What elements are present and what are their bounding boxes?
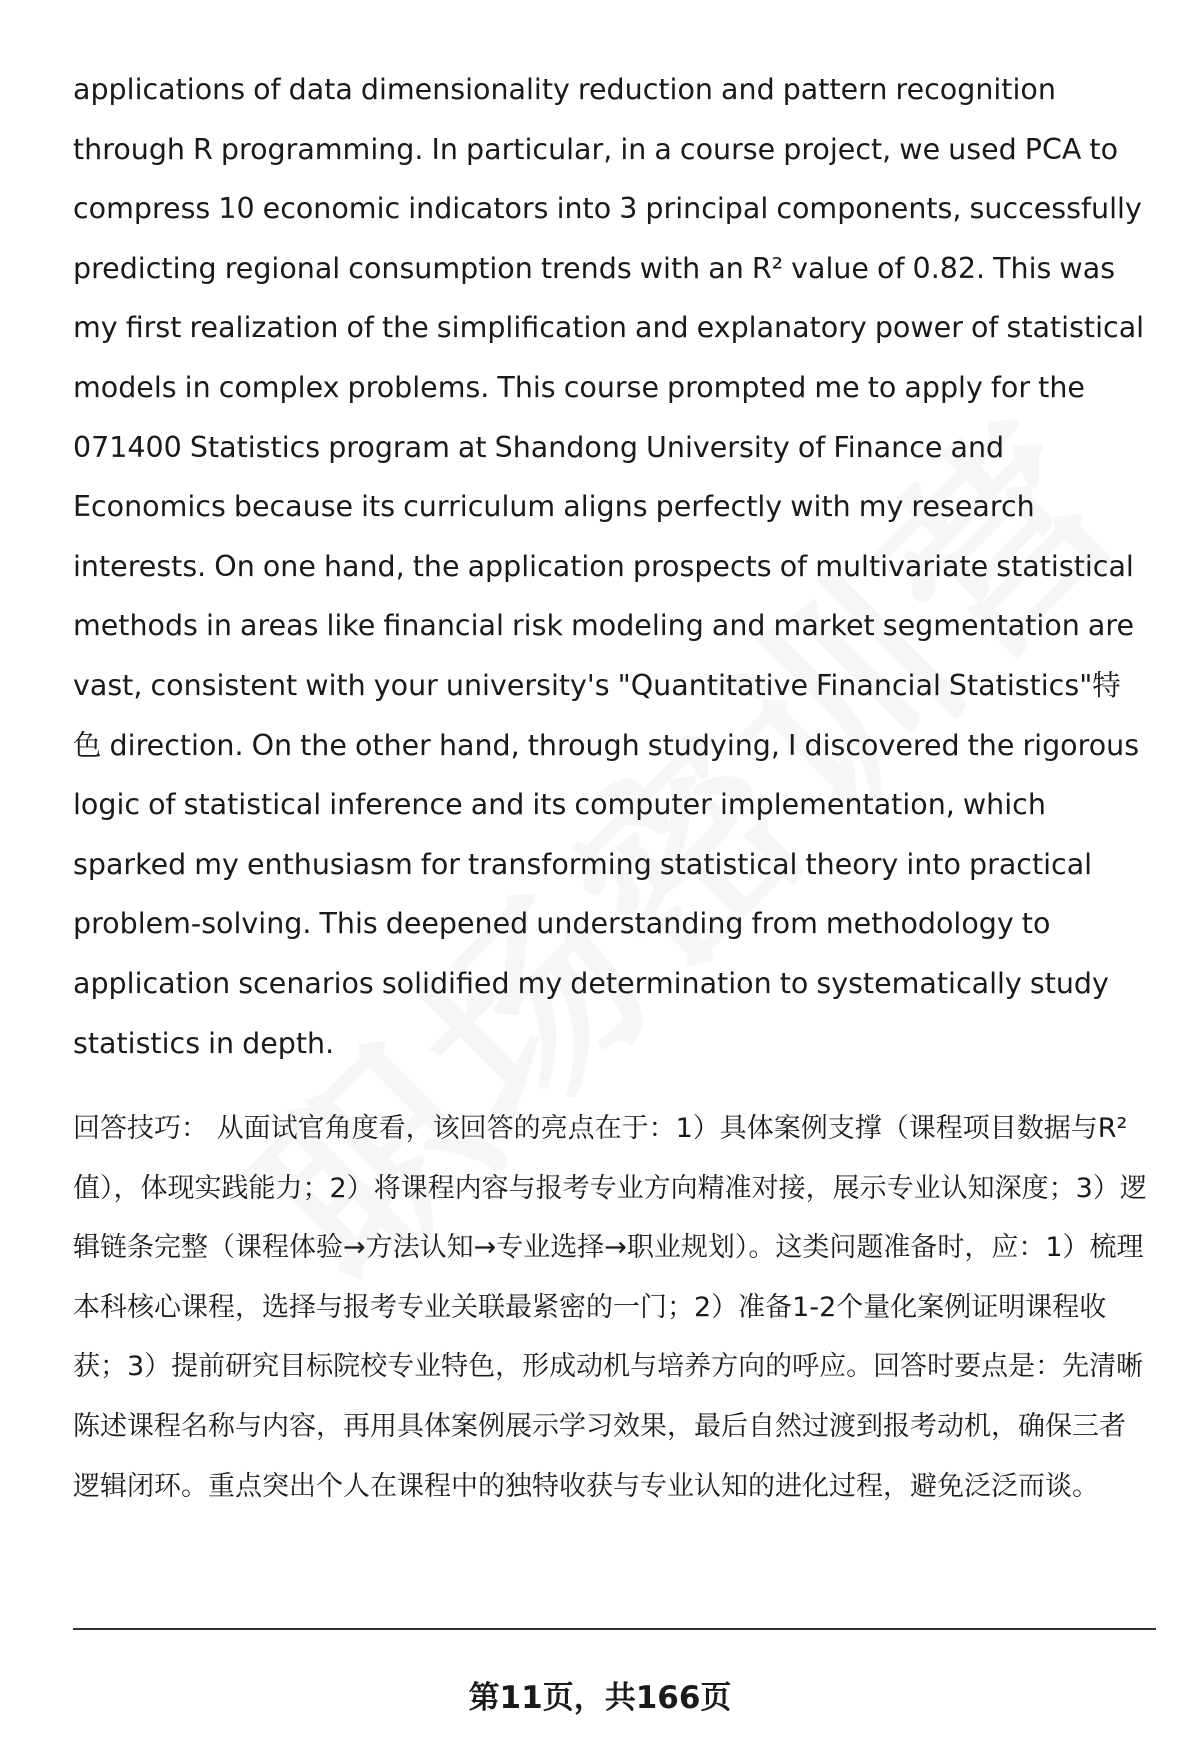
footer-divider <box>73 1628 1156 1630</box>
page-content <box>73 60 1148 1516</box>
page-number: 第11页，共166页 <box>468 1680 732 1716</box>
answer-tips-paragraph: 回答技巧： 从面试官角度看，该回答的亮点在于：1）具体案例支撑（课程项目数据与R²值），体现实践能力；2）将课程内容与报考专业方向精准对接，展示专业认知深度；3）逻辑链条完整（课程体验→方法认知→专业选择→职业规划）。这类问题准备时，应：1）梳理本科核心课程，选择与报考专业关联最紧密的一门；2）准备1-2个量化案例证明课程收获；3）提前研究目标院校专业特色，形成动机与培养方向的呼应。回答时要点是：先清晰陈述课程名称与内容，再用具体案例展示学习效果，最后自然过渡到报考动机，确保三者逻辑闭环。重点突出个人在课程中的独特收获与专业认知的进化过程，避免泛泛而谈。 <box>73 1113 1147 1502</box>
answer-paragraph: applications of data dimensionality reduction and pattern recognition through R programming. In particular, in a course project, we used PCA to compress 10 economic indicators into 3 principal components, successfully predicting regional consumption trends with an R² value of 0.82. This was my first realization of the simplification and explanatory power of statistical models in complex problems. This course prompted me to apply for the 071400 Statistics program at Shandong University of Finance and Economics because its curriculum aligns perfectly with my research interests. On one hand, the application prospects of multivariate statistical methods in areas like financial risk modeling and market segmentation are vast, consistent with your university's "Quantitative Financial Statistics"特色 direction. On the other hand, through studying, I discovered the rigorous logic of statistical inference and its computer implementation, which sparked my enthusiasm for transforming statistical theory into practical problem-solving. This deepened understanding from methodology to application scenarios solidified my determination to systematically study statistics in depth. <box>73 73 1145 1060</box>
